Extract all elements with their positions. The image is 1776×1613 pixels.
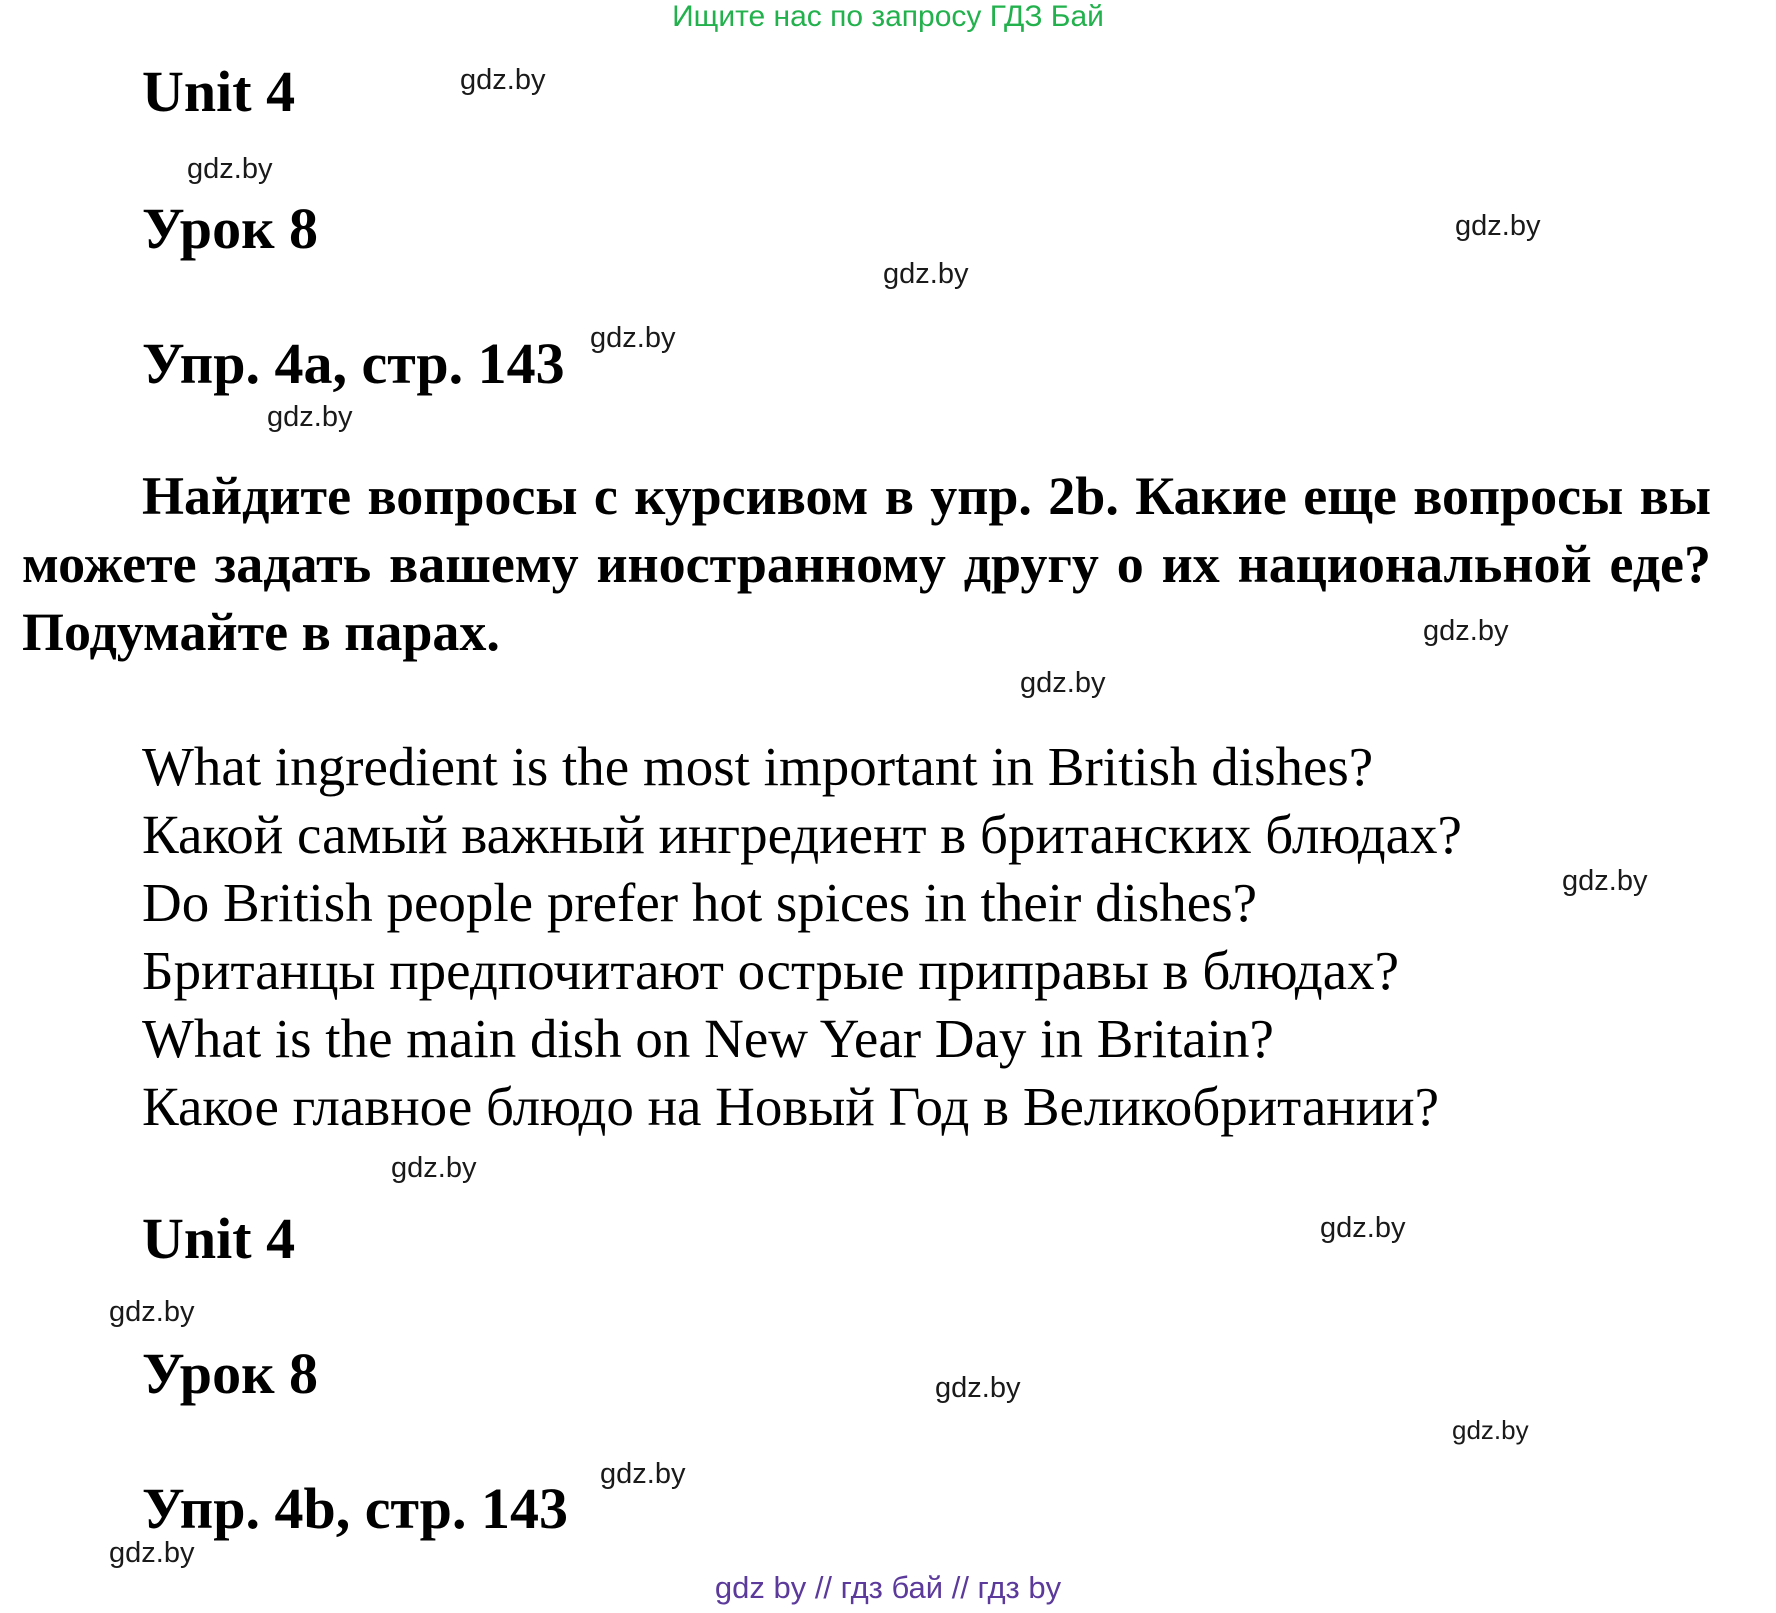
unit-heading: Unit 4 xyxy=(142,1206,296,1271)
watermark: gdz.by xyxy=(1423,615,1509,647)
exercise-heading: Упр. 4а, стр. 143 xyxy=(142,331,565,396)
watermark: gdz.by xyxy=(883,258,969,290)
watermark: gdz.by xyxy=(109,1296,195,1328)
answer-line: What ingredient is the most important in British dishes? xyxy=(142,736,1374,797)
footer-watermark: gdz by // гдз бай // гдз by xyxy=(714,1570,1062,1605)
watermark: gdz.by xyxy=(460,64,546,96)
watermark: gdz.by xyxy=(187,153,273,185)
watermark: gdz.by xyxy=(590,322,676,354)
answer-line: Какое главное блюдо на Новый Год в Великобритании? xyxy=(142,1076,1439,1137)
answer-line: Do British people prefer hot spices in their dishes? xyxy=(142,872,1258,933)
top-banner: Ищите нас по запросу ГДЗ Бай xyxy=(672,0,1104,33)
watermark: gdz.by xyxy=(1320,1212,1406,1244)
watermark: gdz.by xyxy=(109,1537,195,1569)
lesson-heading: Урок 8 xyxy=(142,196,318,261)
watermark: gdz.by xyxy=(391,1152,477,1184)
exercise-instruction: Найдите вопросы с курсивом в упр. 2b. Какие еще вопросы вы можете задать вашему иностранному другу о их национальной еде? Подумайте в парах. xyxy=(22,466,1711,662)
unit-heading: Unit 4 xyxy=(142,59,296,124)
answer-line: Какой самый важный ингредиент в британских блюдах? xyxy=(142,804,1462,865)
watermark: gdz.by xyxy=(1455,210,1541,242)
lesson-heading: Урок 8 xyxy=(142,1341,318,1406)
answer-line: What is the main dish on New Year Day in Britain? xyxy=(142,1008,1274,1069)
watermark: gdz.by xyxy=(1452,1415,1529,1445)
exercise-heading: Упр. 4b, стр. 143 xyxy=(142,1476,568,1541)
answer-line: Британцы предпочитают острые приправы в блюдах? xyxy=(142,940,1400,1001)
watermark: gdz.by xyxy=(1562,865,1648,897)
watermark: gdz.by xyxy=(935,1372,1021,1404)
watermark: gdz.by xyxy=(1020,667,1106,699)
watermark: gdz.by xyxy=(600,1458,686,1490)
watermark: gdz.by xyxy=(267,401,353,433)
